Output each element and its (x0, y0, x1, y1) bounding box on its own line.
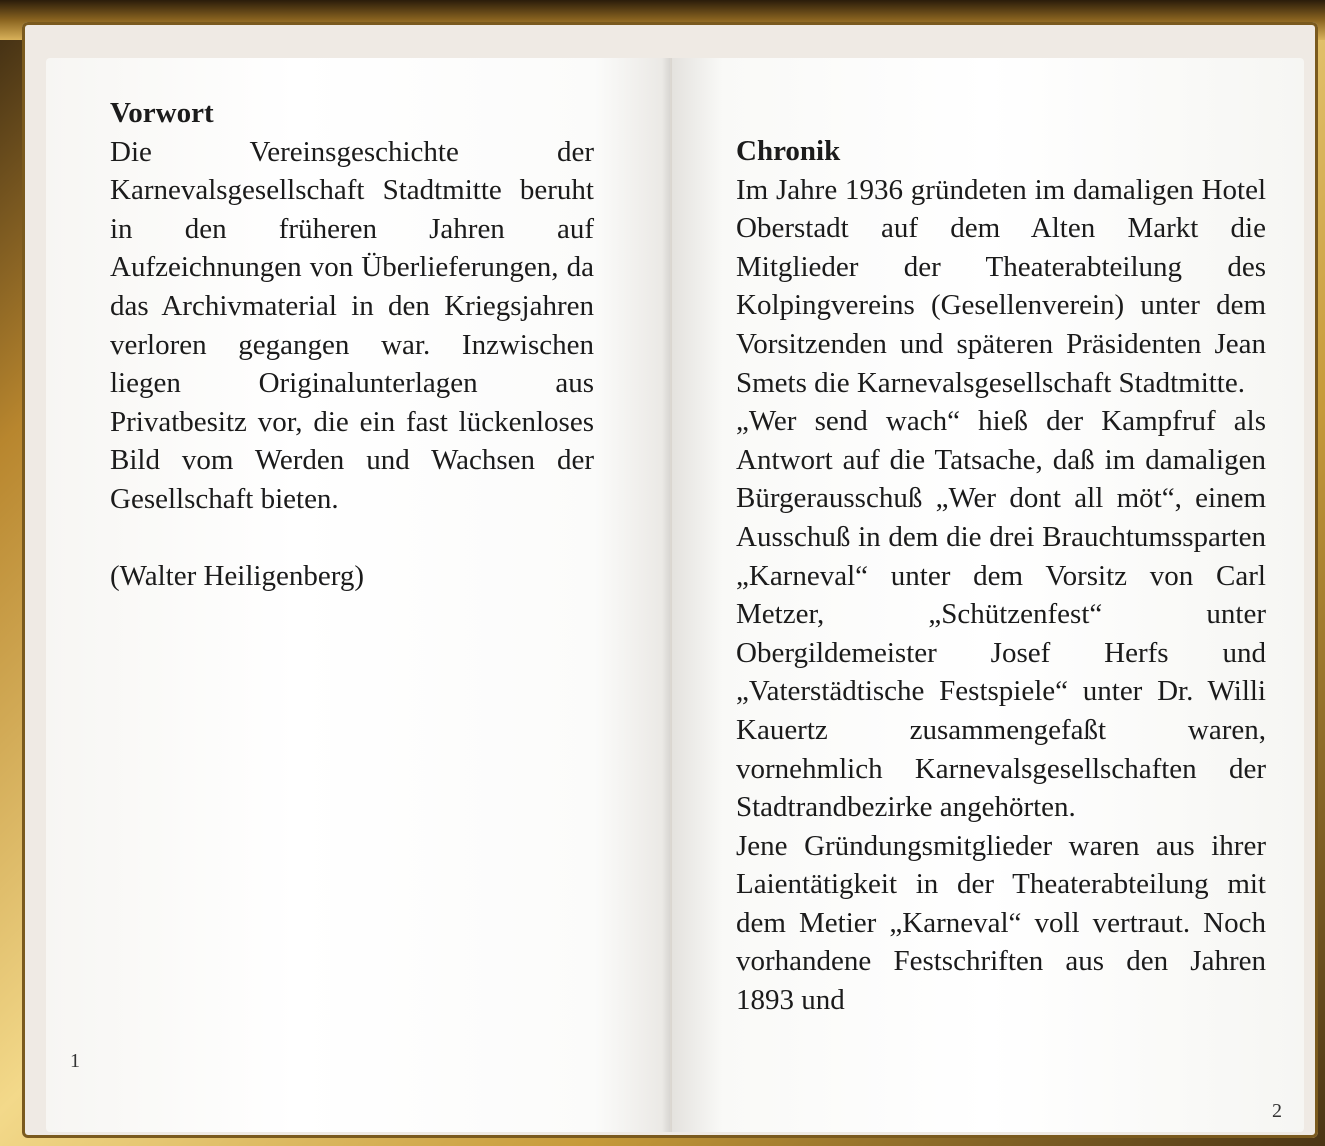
left-page (46, 58, 670, 1132)
page-number-right: 2 (1272, 1100, 1282, 1122)
foreword-section (110, 94, 594, 595)
chronicle-paragraph: Jene Gründungsmitglieder waren aus ihrer Laientätigkeit in der Theaterabteilung mit dem Metier „Karneval“ voll vertraut. Noch vorhandene Festschriften aus den Jahren 1893 und (736, 829, 1266, 1017)
chronicle-section (736, 132, 1266, 1020)
chronicle-heading: Chronik (736, 135, 841, 167)
open-booklet (22, 22, 1318, 1138)
foreword-signature: (Walter Heiligenberg) (110, 559, 364, 592)
foreword-heading: Vorwort (110, 97, 214, 129)
foreword-text: Die Vereinsgeschichte der Karnevalsgesellschaft Stadtmitte beruht in den früheren Jahren auf Aufzeichnungen von Überlieferungen, da das Archivmaterial in den Kriegsjahren verloren gegangen war. Inzwischen liegen Originalunterlagen aus Privatbesitz vor, die ein fast lückenloses Bild vom Werden und Wachsen der Gesellschaft bieten. (110, 135, 594, 515)
chronicle-paragraph: „Wer send wach“ hieß der Kampfruf als Antwort auf die Tatsache, daß im damaligen Bürgerausschuß „Wer dont all möt“, einem Ausschuß in dem die drei Brauchtumssparten „Karneval“ unter dem Vorsitz von Carl Metzer, „Schützenfest“ unter Obergildemeister Josef Herfs und „Vaterstädtische Festspiele“ unter Dr. Willi Kauertz zusammengefaßt waren, vornehmlich Karnevalsgesellschaften der Stadtrandbezirke angehörten. (736, 405, 1266, 824)
right-page (672, 58, 1304, 1132)
chronicle-paragraph: Im Jahre 1936 gründeten im damaligen Hotel Oberstadt auf dem Alten Markt die Mitglieder der Theaterabteilung des Kolpingvereins (Gesellenverein) unter dem Vorsitzenden und späteren Präsidenten Jean Smets die Karnevalsgesellschaft Stadtmitte. (736, 173, 1266, 399)
page-number-left: 1 (70, 1050, 80, 1072)
